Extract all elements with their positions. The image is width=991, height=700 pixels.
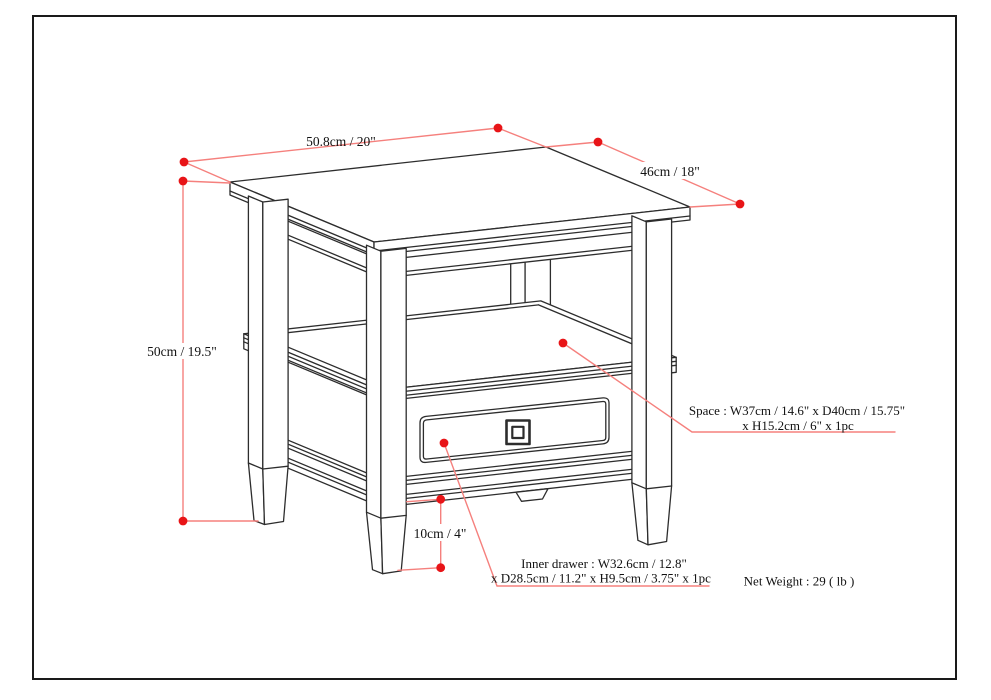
net-weight-label: Net Weight : 29 ( lb ): [743, 573, 855, 589]
leg-height-dimension-label: 10cm / 4": [413, 526, 467, 541]
dimension-dot: [494, 124, 503, 133]
height-dimension-label: 50cm / 19.5": [147, 344, 217, 359]
dimension-dot: [736, 200, 745, 209]
table-drawing: [230, 147, 690, 574]
shelf-space-annotation-line2: x H15.2cm / 6" x 1pc: [742, 418, 854, 433]
dimension-dot: [594, 138, 603, 147]
dimension-dot: [440, 439, 449, 448]
dimension-dot: [436, 563, 445, 572]
dimension-dot: [179, 177, 188, 186]
width-dimension-label: 50.8cm / 20": [306, 134, 376, 149]
dimension-dot: [180, 158, 189, 167]
depth-dimension-label: 46cm / 18": [640, 164, 700, 179]
dimension-dot: [436, 495, 445, 504]
inner-drawer-annotation-line2: x D28.5cm / 11.2" x H9.5cm / 3.75" x 1pc: [491, 570, 711, 586]
shelf-space-annotation-line1: Space : W37cm / 14.6" x D40cm / 15.75": [688, 403, 906, 418]
dimension-dot: [179, 517, 188, 526]
table-leg-front: [367, 245, 407, 574]
table-leg-left: [248, 196, 288, 525]
inner-drawer-annotation-line1: Inner drawer : W32.6cm / 12.8": [521, 556, 687, 571]
dimension-dot: [559, 339, 568, 348]
table-leg-right: [632, 216, 672, 545]
